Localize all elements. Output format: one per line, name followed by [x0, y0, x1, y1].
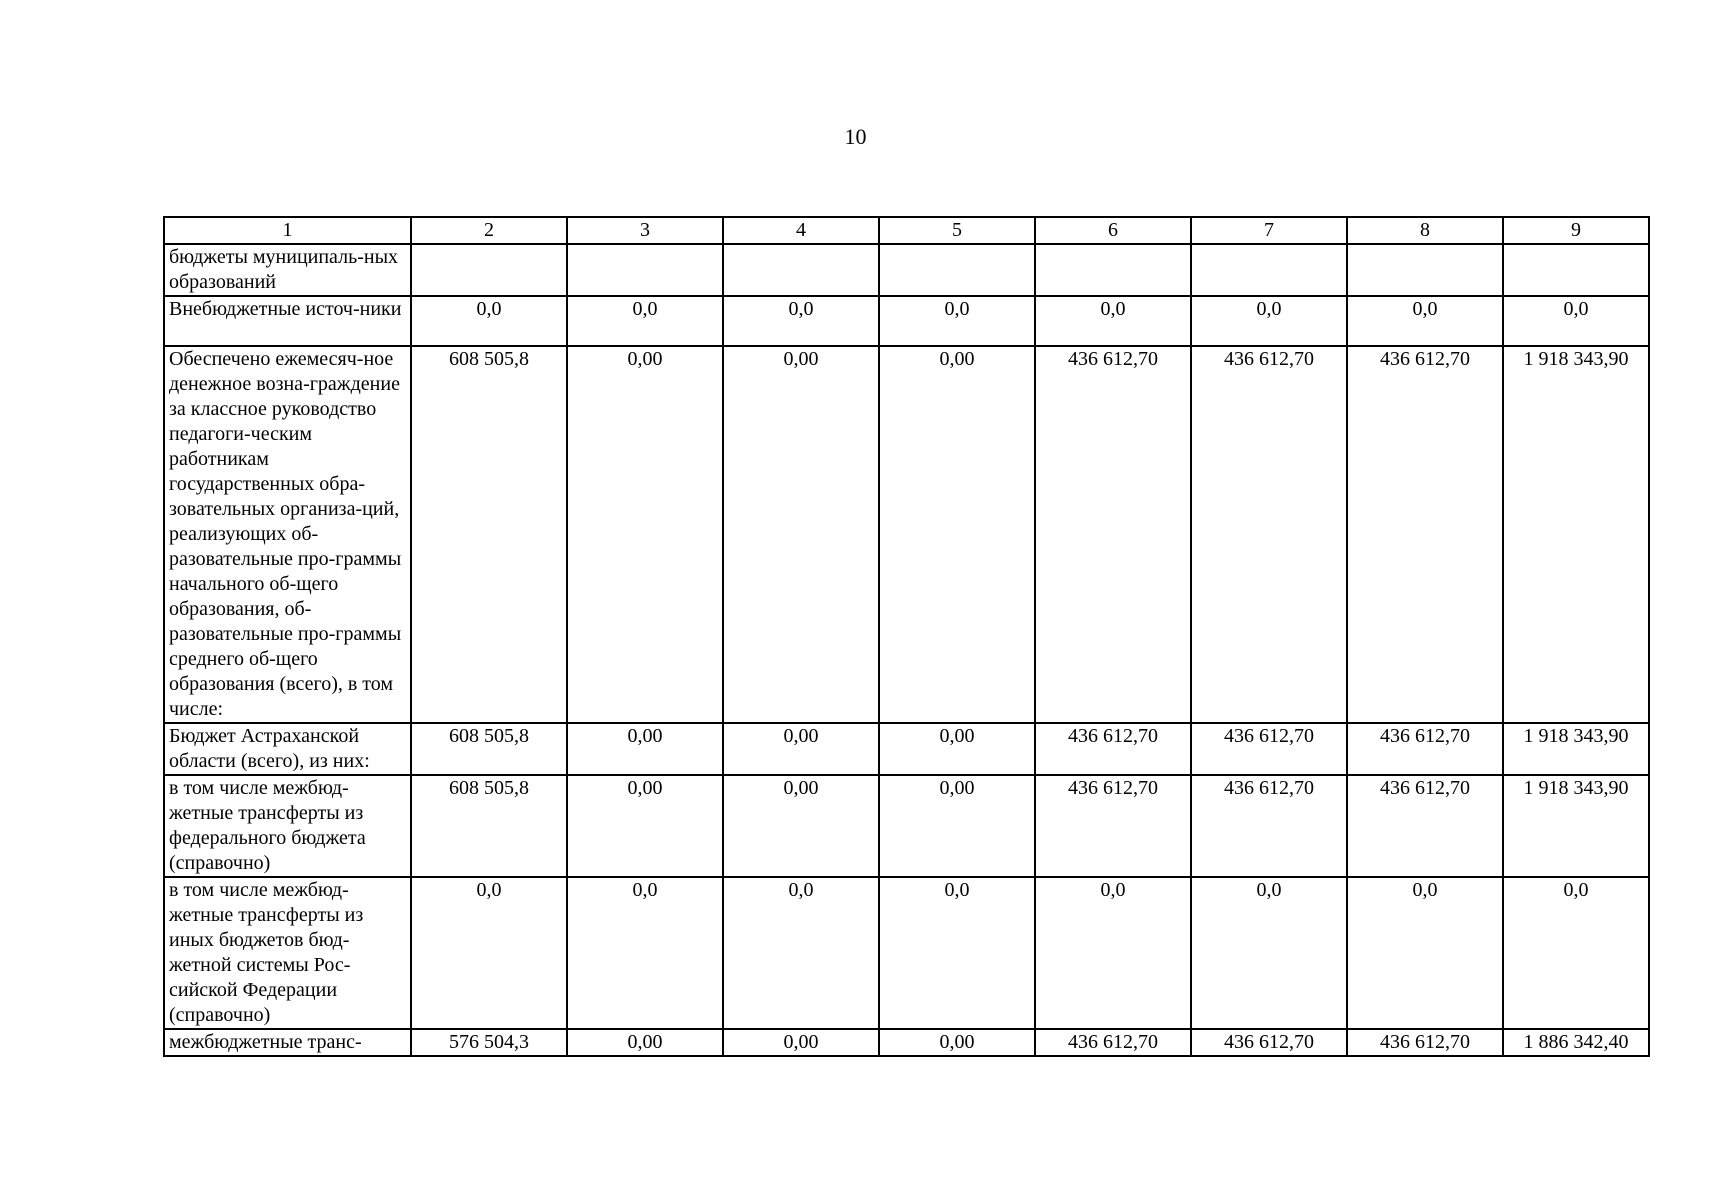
table-cell	[723, 244, 879, 296]
table-cell: 436 612,70	[1191, 775, 1347, 877]
table-cell	[1191, 244, 1347, 296]
table-cell: 0,0	[1503, 877, 1649, 1029]
column-number: 7	[1191, 217, 1347, 244]
row-label: бюджеты муниципаль-ных образований	[164, 244, 411, 296]
table-cell: 436 612,70	[1347, 723, 1503, 775]
table-header-row	[164, 217, 1649, 244]
table-cell: 0,00	[567, 1029, 723, 1056]
table-cell: 576 504,3	[411, 1029, 567, 1056]
table-cell: 0,0	[879, 877, 1035, 1029]
table-cell: 0,0	[1035, 877, 1191, 1029]
table-cell: 608 505,8	[411, 723, 567, 775]
table-cell: 1 886 342,40	[1503, 1029, 1649, 1056]
row-label: Внебюджетные источ-ники	[164, 296, 411, 346]
table-cell: 0,00	[879, 775, 1035, 877]
table-cell: 1 918 343,90	[1503, 775, 1649, 877]
table-cell: 0,0	[1503, 296, 1649, 346]
table-cell: 436 612,70	[1347, 346, 1503, 723]
table-cell: 0,00	[723, 775, 879, 877]
table-cell: 0,0	[567, 296, 723, 346]
column-number: 6	[1035, 217, 1191, 244]
table-cell: 0,0	[1035, 296, 1191, 346]
table-cell: 608 505,8	[411, 775, 567, 877]
table-row	[164, 346, 1649, 723]
table-cell: 0,0	[1191, 877, 1347, 1029]
row-label: Обеспечено ежемесяч-ное денежное возна-граждение за классное руководство педагоги-ческим работникам государственных обра-зовательных организа-ций, реализующих об-разовательные про-граммы начального об-щего образования, об-разовательные про-граммы среднего об-щего образования (всего), в том числе:	[164, 346, 411, 723]
row-label: межбюджетные транс-	[164, 1029, 411, 1056]
table-cell: 0,00	[879, 1029, 1035, 1056]
table-cell: 0,0	[1191, 296, 1347, 346]
table-row	[164, 877, 1649, 1029]
table-cell: 436 612,70	[1191, 723, 1347, 775]
column-number: 1	[164, 217, 411, 244]
column-number: 5	[879, 217, 1035, 244]
table-cell: 0,0	[1347, 877, 1503, 1029]
table-row	[164, 775, 1649, 877]
table-cell: 0,00	[567, 723, 723, 775]
table-cell: 0,0	[879, 296, 1035, 346]
row-label: в том числе межбюд-жетные трансферты из иных бюджетов бюд-жетной системы Рос-сийской Федерации (справочно)	[164, 877, 411, 1029]
table-cell: 0,00	[723, 723, 879, 775]
table-cell: 436 612,70	[1347, 775, 1503, 877]
table-cell: 608 505,8	[411, 346, 567, 723]
table-cell: 436 612,70	[1035, 775, 1191, 877]
table-cell: 436 612,70	[1191, 346, 1347, 723]
budget-table	[163, 216, 1650, 1057]
table-cell: 0,0	[567, 877, 723, 1029]
table-row	[164, 296, 1649, 346]
table-cell: 0,00	[567, 346, 723, 723]
table-cell	[1347, 244, 1503, 296]
column-number: 2	[411, 217, 567, 244]
table-cell: 0,00	[723, 1029, 879, 1056]
table-cell: 436 612,70	[1347, 1029, 1503, 1056]
column-number: 4	[723, 217, 879, 244]
table-cell: 0,00	[567, 775, 723, 877]
table-cell	[1503, 244, 1649, 296]
table-cell: 0,00	[879, 723, 1035, 775]
table-cell	[567, 244, 723, 296]
table-cell: 1 918 343,90	[1503, 723, 1649, 775]
table-row	[164, 244, 1649, 296]
table-cell: 1 918 343,90	[1503, 346, 1649, 723]
table-cell: 436 612,70	[1035, 723, 1191, 775]
table-cell: 436 612,70	[1191, 1029, 1347, 1056]
table-row	[164, 1029, 1649, 1056]
table-cell: 0,00	[879, 346, 1035, 723]
table-cell	[411, 244, 567, 296]
column-number: 3	[567, 217, 723, 244]
table-cell: 0,00	[723, 346, 879, 723]
table-cell: 0,0	[411, 296, 567, 346]
table-cell	[879, 244, 1035, 296]
page-number: 10	[844, 124, 867, 149]
table-cell: 436 612,70	[1035, 346, 1191, 723]
row-label: Бюджет Астраханской области (всего), из них:	[164, 723, 411, 775]
table-row	[164, 723, 1649, 775]
table-cell: 0,0	[1347, 296, 1503, 346]
table-cell: 0,0	[723, 296, 879, 346]
table-cell: 436 612,70	[1035, 1029, 1191, 1056]
column-number: 9	[1503, 217, 1649, 244]
column-number: 8	[1347, 217, 1503, 244]
table-cell: 0,0	[411, 877, 567, 1029]
row-label: в том числе межбюд-жетные трансферты из федерального бюджета (справочно)	[164, 775, 411, 877]
table-cell	[1035, 244, 1191, 296]
table-cell: 0,0	[723, 877, 879, 1029]
